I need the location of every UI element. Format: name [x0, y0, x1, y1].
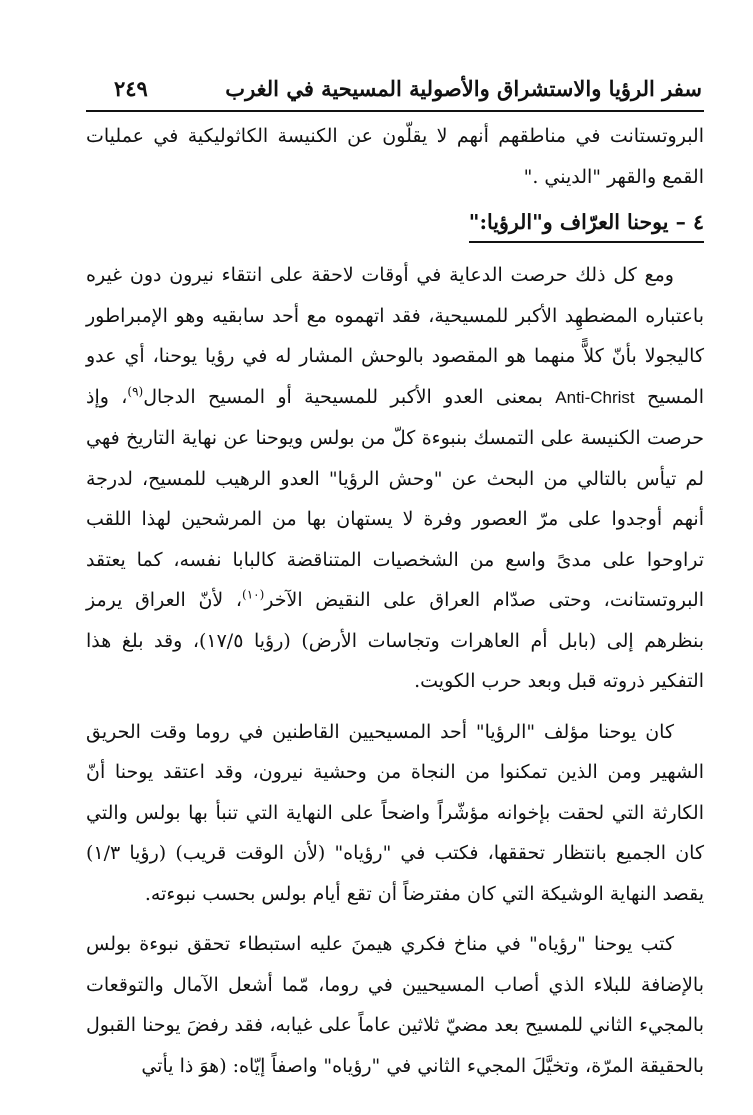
book-page — [86, 70, 704, 1086]
footnote-ref-10: (١٠) — [242, 587, 265, 602]
paragraph-3: كتب يوحنا "رؤياه" في مناخ فكري هيمنَ عليه استبطاء تحقق نبوءة بولس بالإضافة للبلاء الذي أصاب المسيحيين في روما، مّما أشعل الآمال والتوقعات بالمجيء الثاني للمسيح بعد مضيّ ثلاثين عاماً على غيابه، فقد رفضَ يوحنا القبول بالحقيقة المرّة، وتخيَّلَ المجيء الثاني في "رؤياه" واصفاً إيّاه: (هوَ ذا يأتي — [86, 933, 704, 1077]
lead-paragraph: البروتستانت في مناطقهم أنهم لا يقلّون عن الكنيسة الكاثوليكية في عمليات القمع والقهر "الديني ." — [86, 125, 704, 188]
running-title: سفر الرؤيا والاستشراق والأصولية المسيحية في الغرب — [225, 76, 702, 101]
paragraph-1-part-2: بمعنى العدو الأكبر للمسيحية أو المسيح الدجال — [143, 385, 556, 408]
page-number: ٢٤٩ — [114, 76, 148, 101]
footnote-ref-9: (٩) — [127, 384, 144, 399]
paragraph-1 — [86, 255, 704, 702]
paragraph-2: كان يوحنا مؤلف "الرؤيا" أحد المسيحيين القاطنين في روما وقت الحريق الشهير ومن الذين تمكنوا من النجاة من وحشية نيرون، وقد اعتقد يوحنا أنّ الكارثة التي لحقت بإخوانه مؤشّراً واضحاً على النهاية التي تنبأ بها بولس والتي كان الجميع بانتظار تحققها، فكتب في "رؤياه" (لأن الوقت قريب) (رؤيا ١/٣) يقصد النهاية الوشيكة التي كان مفترضاً أن تقع أيام بولس بحسب نبوءته. — [86, 720, 704, 905]
paragraph-1-part-1: ومع كل ذلك حرصت الدعاية في أوقات لاحقة على انتقاء نيرون دون غيره باعتباره المضطهِد الأكبر للمسيحية، فقد اتهموه مع أحد سابقيه وهو الإمبراطور كاليجولا بأنّ كلاًّ منهما هو المقصود بالوحش المشار له في رؤيا يوحنا، أي عدو المسيح — [86, 264, 705, 408]
page-header — [86, 70, 704, 112]
section-heading: ٤ – يوحنا العرّاف و"الرؤيا:" — [469, 205, 704, 243]
section-heading-wrap — [86, 197, 704, 255]
paragraph-1-part-4: ، لأنّ العراق يرمز بنظرهم إلى (بابل أم العاهرات وتجاسات الأرض) (رؤيا ١٧/٥)، وقد بلغ هذا التفكير ذروته قبل وبعد حرب الكويت. — [86, 589, 704, 692]
paragraph-1-part-3: ، وإذ حرصت الكنيسة على التمسك بنبوءة كلّ من بولس ويوحنا عن نهاية التاريخ فهي لم تيأس بالتالي من البحث عن "وحش الرؤيا" العدو الرهيب للمسيح، لدرجة أنهم أوجدوا على مرّ العصور وفرة لا يستهان بها من المرشحين لهذا اللقب تراوحوا على مدىً واسع من الشخصيات المتناقضة كالبابا نفسه، كما يعتقد البروتستانت، وحتى صدّام العراق على النقيض الآخر — [86, 385, 704, 611]
anti-christ-term: Anti-Christ — [555, 387, 635, 407]
